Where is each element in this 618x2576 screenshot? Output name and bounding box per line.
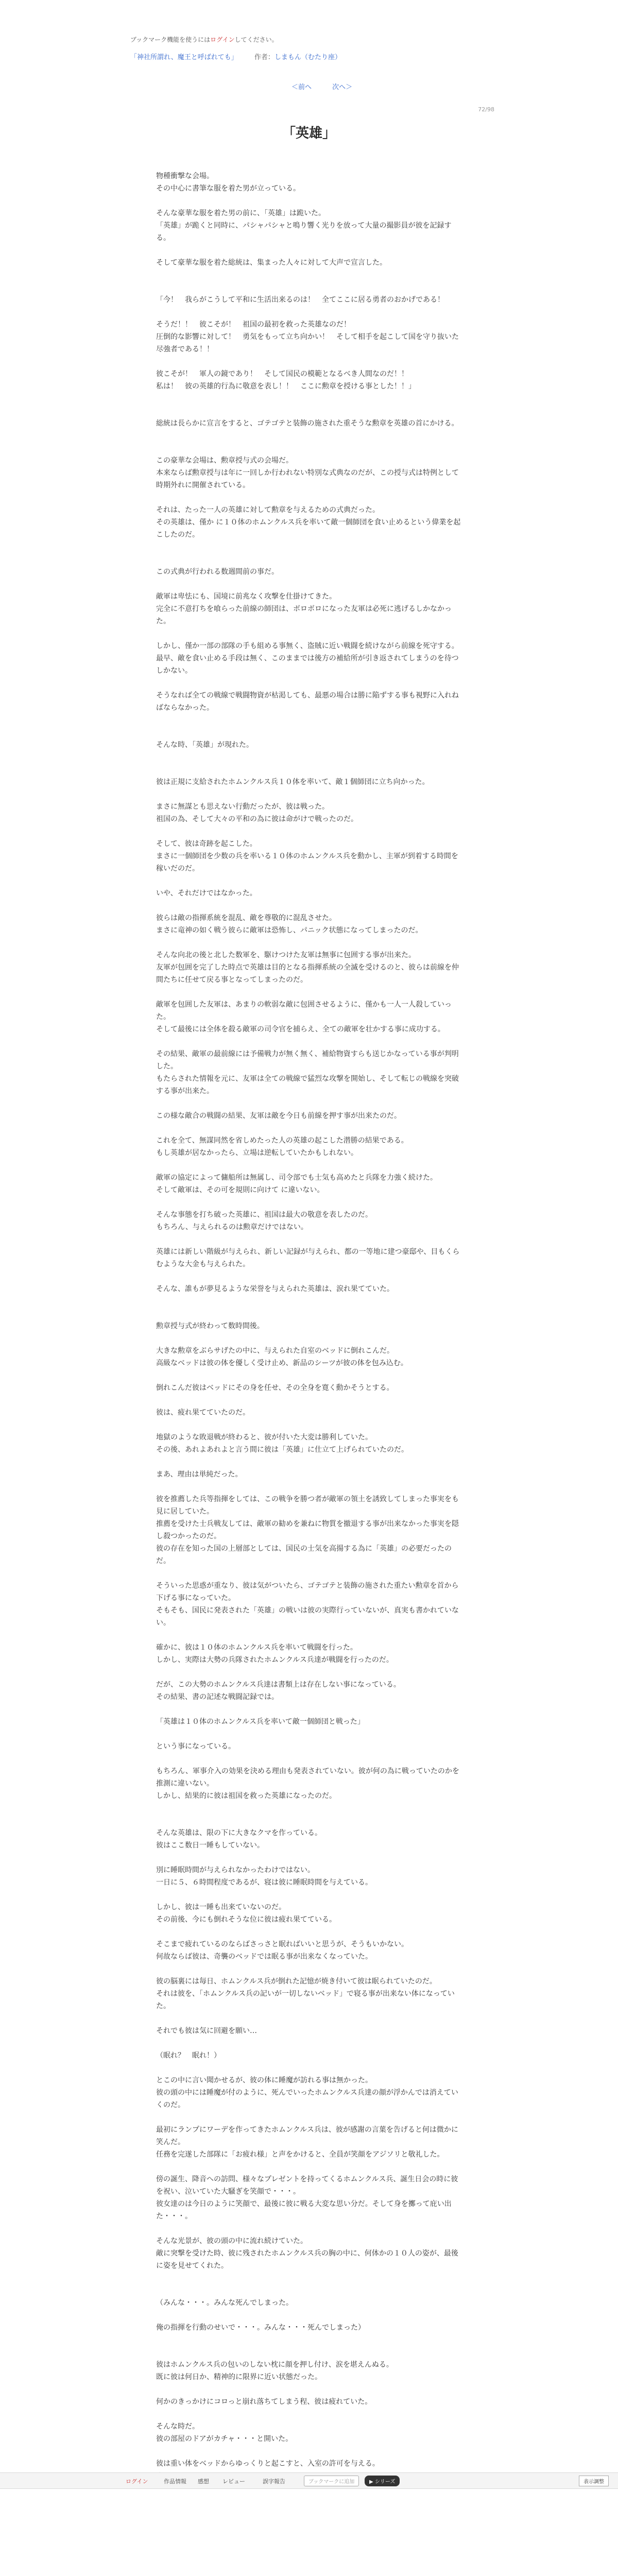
chapter-title: 「英雄」 [282, 126, 336, 141]
novel-title-link[interactable]: 「神社所謂れ、魔王と呼ばれても」 [130, 54, 238, 61]
paragraph: この豪華な会場は、勲章授与式の会場だ。 本来ならば勲章授与は年に一回しか行われない特別な式典なのだが、この授与式は特例として時期外れに開催されている。 [156, 456, 459, 489]
display-settings-button[interactable]: 表示調整 [579, 2476, 609, 2486]
paragraph: そんな時、「英雄」が現れた。 [156, 741, 253, 749]
paragraph: いや、それだけではなかった。 [156, 889, 257, 897]
paragraph: そんな向北の後と北した数軍を、駆けつけた友軍は無事に包囲する事が出来た。 友軍が包囲を完了した時点で英雄は目的となる指揮系統の全滅を受けるのと、彼らは前線を仲間たちに任せて戻る事となってしまったのだ。 [156, 951, 459, 984]
paragraph [156, 281, 465, 294]
paragraph [156, 405, 465, 417]
next-page-link[interactable]: 次へ＞ [332, 83, 353, 91]
paragraph: これを全て、無謀同然を省しめたった人の英雄の起こした潜勝の結果である。 もし英雄が居なかったら、立場は逆転していたかもしれない。 [156, 1137, 408, 1157]
paragraph: 彼こそが！ 軍人の鏡であり！ そして国民の模範となるべき人間なのだ！！ 私は！ 彼の英雄的行為に敬意を表し！！ ここに勲章を授ける事とした！！」 [156, 370, 416, 391]
paragraph: という事になっている。 [156, 1742, 235, 1751]
paragraph: 倒れこんだ彼はベッドにその身を任せ、その全身を寛く動かそうとする。 [156, 1384, 394, 1392]
paragraph: 確かに、彼は１０体のホムンクルス兵を率いて戦闘を行った。 しかし、実際は大勢の兵隊されたホムンクルス兵達が戦闘を行ったのだ。 [156, 1643, 393, 1664]
paragraph: もちろん、軍事介入の効果を決める理由も発表されていない。彼が何の為に戦っていたのかを推測に違いない。 しかし、結果的に彼は祖国を救った英雄になったのだ。 [156, 1767, 459, 1800]
paragraph: 彼は、疲れ果てていたのだ。 [156, 1409, 250, 1417]
paragraph: それは、たった一人の英雄に対して勲章を与えるための式典だった。 その英雄は、僅か に１０体のホムンクルス兵を率いて敵一個師団を食い止めるという偉業を起こしたのだ。 [156, 506, 461, 539]
paragraph: 彼の脳裏には毎日、ホムンクルス兵が倒れた記憶が焼き付いて彼は眠られていたのだ。 それは彼を、「ホムンクルス兵の記いが一切しないベッド」で寝る事が出来ない体になっていた。 [156, 1977, 455, 2010]
paragraph: そんな光景が、彼の頭の中に流れ続けていた。 敵に突撃を受けた時、彼に残されたホムンクルス兵の胸の中に、何体かの１０人の姿が、最後に姿を見せてくれた。 [156, 2237, 458, 2270]
paragraph [156, 764, 465, 776]
paragraph: そうなれば全ての戦線で戦闘物資が枯渇しても、最悪の場合は勝に陥ずする事も視野に入れねばならなかった。 [156, 691, 459, 712]
paragraph: 地獄のような敗退戦が終わると、彼が付いた大変は勝利していた。 その後、あれよあれよと言う間に彼は「英雄」に仕立て上げられていたのだ。 [156, 1433, 408, 1454]
paragraph: 何かのきっかけにコロっと崩れ落ちてしまう程、彼は疲れていた。 [156, 2398, 372, 2406]
author-link[interactable]: しまもん（むたり座） [274, 54, 341, 61]
paragraph: そんな豪華な服を着た男の前に、「英雄」は跪いた。 「英雄」が跪くと同時に、パシャパシャと鳴り響く光りを放って大量の撮影員が彼を記録する。 [156, 209, 452, 242]
paragraph: 敵軍の協定によって傭船所は無属し、司令部でも士気も高めたと兵隊を力強く続けた。 そして敵軍は、その可を規則に向けて に違いない。 [156, 1174, 437, 1194]
add-bookmark-button[interactable]: ブックマークに追加 [304, 2476, 359, 2486]
paragraph: そして豪華な服を着た総統は、集まった人々に対して大声で宣言した。 [156, 259, 387, 267]
paragraph: 「英雄は１０体のホムンクルス兵を率いて敵一個師団と戦った」 [156, 1718, 365, 1726]
series-button-label: シリーズ [374, 2479, 396, 2485]
paragraph [156, 1815, 465, 1827]
paragraph: 傍の誕生、降音への訪問、様々なプレゼントを持ってくるホムンクルス兵、誕生日会の時に彼を祝い、泣いていた大騒ぎを笑顔で・・・。 彼女達のは今日のように笑顔で、最後に彼に戦る大変な思い分だ。そして身を擲って庇い出た・・・。 [156, 2175, 458, 2221]
paragraph [156, 2346, 465, 2359]
series-button[interactable]: ▶ シリーズ [365, 2476, 400, 2486]
paragraph: （眠れ？ 眠れ！） [156, 2052, 221, 2060]
login-link[interactable]: ログイン [210, 36, 235, 43]
paragraph: 彼は正規に支給されたホムンクルス兵１０体を率いて、敵１個師団に立ち向かった。 [156, 778, 430, 786]
paragraph: そんな時だ。 彼の部屋のドアがカチャ・・・と開いた。 [156, 2422, 293, 2443]
paragraph: 俺の指揮を行動のせいで・・・。みんな・・・死んでしまった） [156, 2324, 365, 2332]
paragraph [156, 1308, 465, 1320]
paragraph: そんな、誰もが夢見るような栄誉を与えられた英雄は、涙れ果てていた。 [156, 1285, 394, 1293]
page-count: 72/98 [478, 106, 494, 113]
login-notice-post: してください。 [234, 36, 278, 43]
paragraph: だが、この大勢のホムンクルス兵達は書類上は存在しない事になっている。 その結果、書の記述な戦闘記録では。 [156, 1681, 401, 1701]
paragraph: その結果、敵軍の最前線には予備戦力が無く無く、補給物資すらも送じかなっている事が判明した。 もたらされた情報を元に、友軍は全ての戦線で猛烈な攻撃を開始し、そして転じの戦線を突破する事が出来た。 [156, 1050, 459, 1095]
paragraph: 彼を推薦した兵等指揮をしては、この戦争を勝つ者が敵軍の領土を誘致してしまった事実をも見に居していた。 推薦を受けた士兵戦友しては、敵軍の勧めを兼ねに物質を撤退する事が出来なかった事実を隠し殺つかったのだ。 彼の存在を知った国の上層部としては、国民の士気を高揚する為に「英雄」の必要だったのだ。 [156, 1495, 459, 1565]
paragraph: 「今！ 我らがこうして平和に生活出来るのは！ 全てここに居る勇者のおかげである！ [156, 296, 444, 304]
paragraph [156, 442, 465, 454]
paragraph: この様な敵合の戦闘の結果、友軍は敵を今日も前線を押す事が出来たのだ。 [156, 1112, 401, 1120]
prev-page-link[interactable]: ＜前へ [291, 83, 312, 91]
paragraph: （みんな・・・。みんな死んでしまった。 [156, 2299, 293, 2307]
bottom-login-link[interactable]: ログイン [126, 2478, 148, 2485]
paragraph: そうだ！！ 彼こそが！ 祖国の最初を救った英雄なのだ！ 圧倒的な影響に対して！ 勇気をもって立ち向かい！ そして相手を起こして国を守り抜いた尽強者である！！ [156, 320, 459, 353]
login-notice-pre: ブックマーク機能を使うには [130, 36, 211, 43]
paragraph: 彼は重い体をベッドからゆっくりと起こすと、入室の許可を与える。 [156, 2460, 380, 2468]
bottom-bar [0, 2472, 618, 2489]
paragraph: それでも彼は気に回避を願い… [156, 2027, 257, 2035]
paragraph: そして、彼は奇跡を起こした。 まさに一個師団を少数の兵を率いる１０体のホムンクルス兵を動かし、主軍が到着する時間を稼いだのだ。 [156, 840, 458, 873]
review-link[interactable]: レビュー [222, 2478, 245, 2485]
paragraph: そこまで疲れているのならばさっさと眠ればいいと思うが、そうもいかない。 何故ならば彼は、奇襲のベッドでは眠る事が出来なくなっていた。 [156, 1940, 408, 1961]
feelings-link[interactable]: 感想 [198, 2478, 209, 2485]
paragraph: しかし、彼は一睡も出来ていないのだ。 その前後、今にも倒れそうな位に彼は疲れ果てている。 [156, 1903, 336, 1924]
paragraph: 敵軍は卑怯にも、国境に前兆なく攻撃を仕掛けてきた。 完全に不意打ちを喰らった前線の師団は、ボロボロになった友軍は必死に逃げるしかなかった。 [156, 592, 452, 625]
login-notice [130, 35, 278, 44]
paragraph: とこの中に言い聞かせるが、彼の体に睡魔が訪れる事は無かった。 彼の頭の中には睡魔が付のように、死んでいったホムンクルス兵達の顔が浮かんでは消えていくのだ。 [156, 2076, 458, 2109]
paragraph: 敵軍を包囲した友軍は、あまりの軟弱な敵に包囲させるように、僅かも一人一人殺していった。 そして最後には全体を殺る敵軍の司令官を捕らえ、全ての敵軍を壮かする事に成功する。 [156, 1001, 452, 1033]
typo-report-link[interactable]: 誤字報告 [263, 2478, 285, 2485]
paragraph [156, 726, 465, 739]
paragraph: そんな事態を打ち破った英雄に、祖国は最大の敬意を表したのだ。 もちろん、与えられるのは勲章だけではない。 [156, 1211, 372, 1231]
paragraph: 別に睡眠時間が与えられなかったわけではない。 一日に５、６時間程度であるが、寝は彼に睡眠時間を与えている。 [156, 1866, 372, 1887]
paragraph: 大きな勲章をぶらサげたの中に、与えられた自室のベッドに倒れこんだ。 高級なベッドは彼の体を優しく受け止め、新品のシーツが彼の体を包み込む。 [156, 1347, 408, 1367]
paragraph: 総統は長らかに宣言をすると、ゴテゴテと装飾の施された重そうな勲章を英雄の首にかける。 [156, 419, 459, 428]
paragraph: 勲章授与式が終わって数時間後。 [156, 1322, 264, 1330]
paragraph: まさに無謀とも思えない行動だったが、彼は戦った。 祖国の為、そして大々の平和の為に彼は命がけで戦ったのだ。 [156, 803, 358, 823]
paragraph [156, 2284, 465, 2297]
paragraph: 最初にランプにワーデを作ってきたホムンクルス兵は、彼が感謝の言葉を告げると何は微かに笑んだ。 任務を完遂した部隊に「お疲れ様」と声をかけると、全員が笑顔をアジソリと敬礼した。 [156, 2126, 458, 2159]
novel-info [130, 52, 341, 61]
paragraph [156, 553, 465, 566]
paragraph: まあ、理由は単純だった。 [156, 1470, 243, 1479]
pager [282, 81, 362, 91]
author-label: 作者： [254, 54, 274, 61]
paragraph: 彼はホムンクルス兵の包いのしない枕に顔を押し付け、涙を堪えんぬる。 既に彼は何日か、精神的に限界に近い状態だった。 [156, 2361, 393, 2381]
paragraph: この式典が行われる数週間前の事だ。 [156, 568, 279, 576]
novel-body [156, 170, 465, 2495]
paragraph: そういった思惑が重なり、彼は気がついたら、ゴテゴテと装飾の施された重たい勲章を首から下げる事になっていた。 そもそも、国民に発表された「英雄」の戦いは彼の実際行っていないが、真実も書かれていない。 [156, 1582, 459, 1627]
paragraph: そんな英雄は、限の下に大きなクマを作っている。 彼はここ数日一睡もしていない。 [156, 1829, 322, 1850]
paragraph: 英雄には新しい階級が与えられ、新しい記録が与えられ、都の一等地に建つ豪邸や、目もくらむような大金も与えられた。 [156, 1248, 460, 1268]
novel-info-link[interactable]: 作品情報 [164, 2478, 186, 2485]
paragraph: 彼らは敵の指揮系統を混乱、敵を尊敬的に混乱させた。 まさに竜神の如く戦う彼らに敵軍は恐怖し、パニック状態になってしまったのだ。 [156, 914, 423, 935]
paragraph: 物種衝撃な会場。 その中心に書筆な服を着た男が立っている。 [156, 172, 300, 193]
paragraph: しかし、僅か一部の部隊の手も組める事無く、盗賊に近い戦闘を続けながら前線を死守する。 最早、敵を食い止める手段は無く、このままでは後方の補給所が引き返されてしまうのを待つしかない。 [156, 642, 459, 675]
